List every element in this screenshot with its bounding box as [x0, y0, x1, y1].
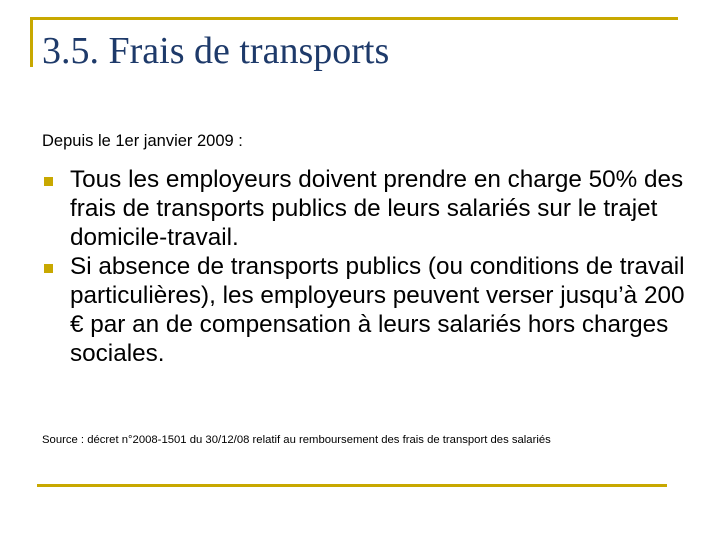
square-bullet-icon	[44, 177, 53, 186]
frame-left-rule	[30, 17, 33, 67]
bullet-item-compensation	[42, 252, 692, 368]
slide-title: 3.5. Frais de transports	[42, 30, 390, 72]
bullet-text: Si absence de transports publics (ou conditions de travail particulières), les employeurs peuvent verser jusqu’à 200 € par an de compensation à leurs salariés hors charges sociales.	[70, 253, 685, 367]
bullet-text: Tous les employeurs doivent prendre en charge 50% des frais de transports publics de leurs salariés sur le trajet domicile-travail.	[70, 166, 684, 251]
frame-top-rule	[30, 17, 678, 20]
bullet-list	[42, 165, 692, 368]
square-bullet-icon	[44, 264, 53, 273]
source-note: Source : décret n°2008-1501 du 30/12/08 relatif au remboursement des frais de transport des salariés	[42, 434, 551, 446]
intro-text: Depuis le 1er janvier 2009 :	[42, 132, 243, 150]
bullet-item-employer-obligation	[42, 165, 692, 252]
frame-bottom-rule	[37, 484, 667, 487]
